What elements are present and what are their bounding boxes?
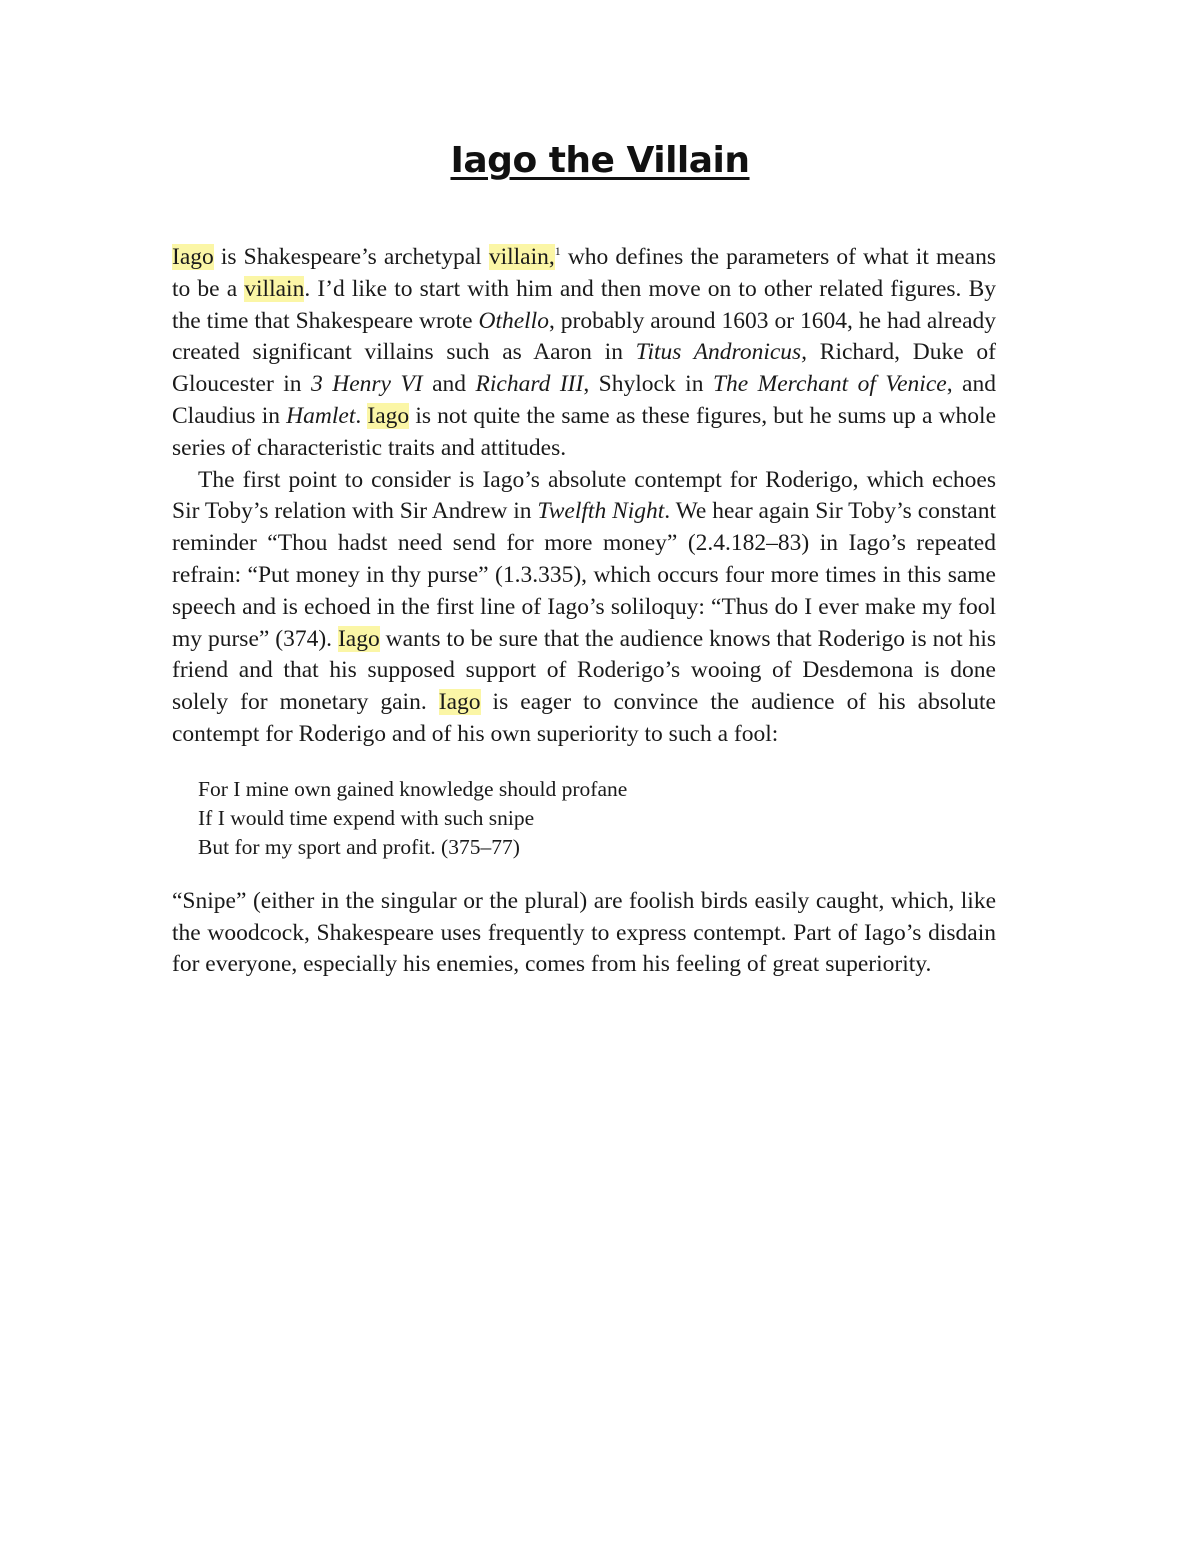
text-run: . We hear again Sir Toby’s constant reminder “Thou hadst need send for more money” (2.4.182–83) in Iago’s repeated refrain: “Put money in thy purse” (1.3.335), which occurs four more times in this same speech and is echoed in the first line of Iago’s soliloquy: “Thus do I ever make my fool my purse” (374). — [172, 498, 997, 652]
page-title: Iago the Villain — [450, 140, 750, 181]
highlighted-term: Iago — [172, 244, 214, 270]
paragraph-snipe: “Snipe” (either in the singular or the plural) are foolish birds easily caught, which, like the woodcock, Shakespeare uses frequently to express contempt. Part of Iago’s disdain for everyone, especially his enemies, comes from his feeling of great superiority. — [172, 887, 996, 978]
verse-line: If I would time expend with such snipe — [198, 805, 535, 830]
play-title: Richard III — [475, 371, 584, 398]
highlighted-term: villain — [244, 275, 305, 302]
highlighted-term: Iago — [367, 402, 410, 429]
text-run: , and Claudius in — [172, 371, 996, 429]
play-title: Hamlet — [286, 402, 356, 429]
verse-quotation — [198, 775, 996, 862]
text-run: wants to be sure that the audience knows that Roderigo is not his friend and that his supposed support of Roderigo’s wooing of Desdemona is done solely for monetary gain. — [172, 625, 996, 716]
play-title: Othello — [478, 307, 549, 334]
text-run: who defines the parameters of what it means to be a — [172, 244, 996, 302]
text-run: is not quite the same as these figures, but he sums up a whole series of characteristic traits and attitudes. — [172, 402, 997, 461]
text-run: . I’d like to start with him and then move on to other related figures. By the time that Shakespeare wrote — [172, 275, 996, 334]
verse-line: For I mine own gained knowledge should profane — [198, 776, 628, 801]
footnote-marker: 1 — [554, 244, 561, 258]
play-title: Titus Andronicus, — [635, 339, 808, 366]
play-title: 3 Henry VI — [311, 371, 423, 398]
text-run: is Shakespeare’s archetypal — [213, 244, 489, 270]
paragraph-intro — [172, 242, 996, 465]
play-title: Twelfth Night — [537, 498, 665, 525]
text-run: The first point to consider is Iago’s absolute contempt for Roderigo, which echoes Sir Toby’s relation with Sir Andrew in — [172, 466, 996, 525]
text-run: . — [355, 402, 368, 429]
verse-line: But for my sport and profit. (375–77) — [198, 834, 520, 859]
text-run: is eager to convince the audience of his absolute contempt for Roderigo and of his own superiority to such a fool: — [172, 689, 996, 747]
text-run: , probably around 1603 or 1604, he had already created significant villains such as Aaron in — [172, 307, 997, 366]
text-run: Richard, Duke of Gloucester in — [172, 339, 996, 398]
highlighted-term: Iago — [438, 689, 481, 716]
highlighted-term: Iago — [337, 625, 380, 652]
highlighted-term: villain, — [488, 244, 555, 270]
play-title: The Merchant of Venice — [712, 371, 947, 398]
document-body — [172, 242, 996, 981]
paragraph-roderigo — [172, 465, 996, 751]
text-run: , Shylock in — [583, 371, 713, 398]
text-run: and — [422, 371, 476, 398]
